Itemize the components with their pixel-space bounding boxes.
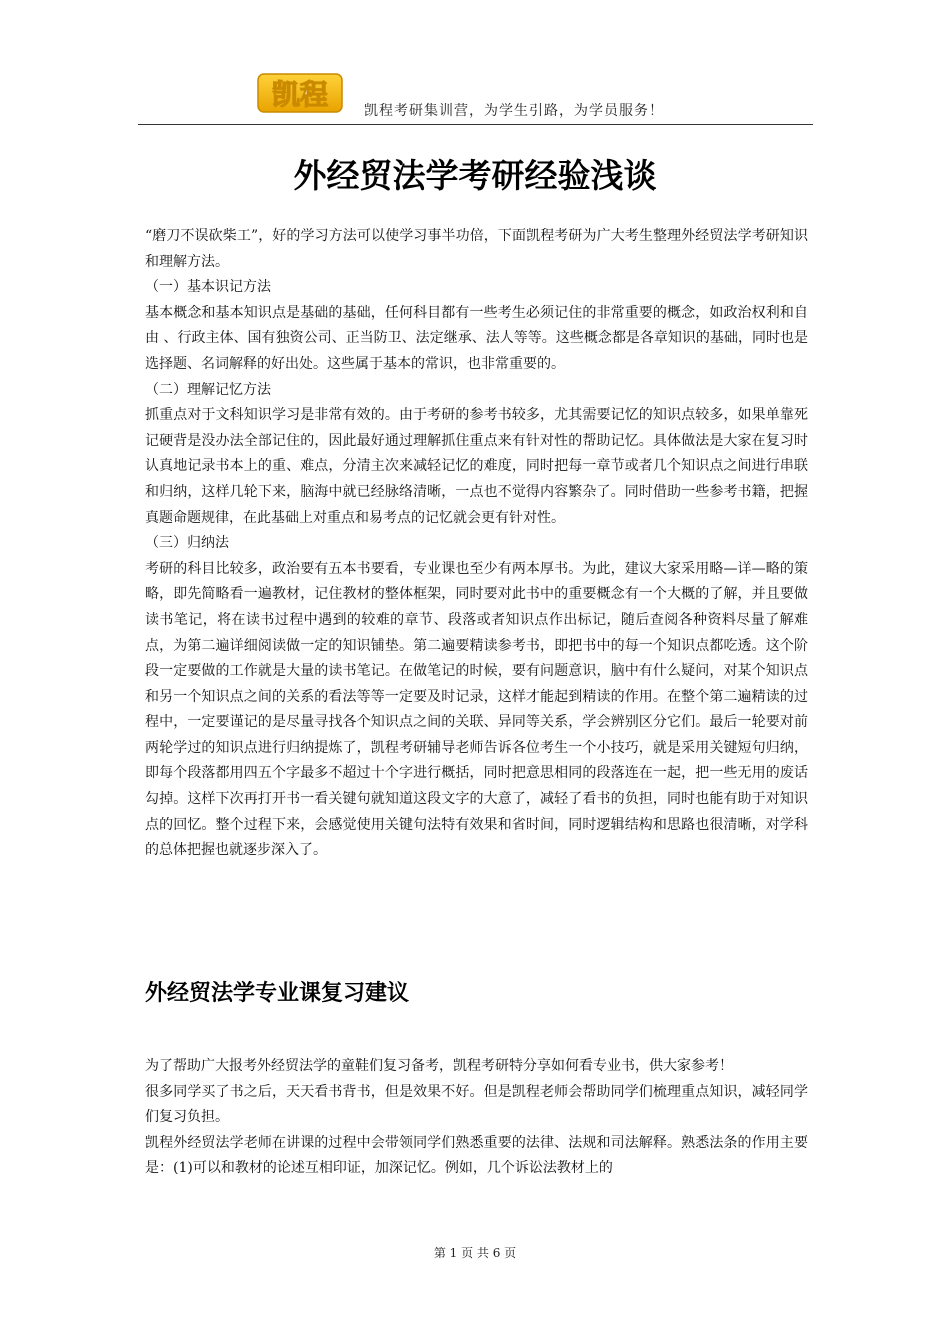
intro-paragraph: “磨刀不误砍柴工”，好的学习方法可以使学习事半功倍，下面凯程考研为广大考生整理外经贸法学考研知识和理解方法。 xyxy=(145,228,808,270)
section-2-paragraph: 为了帮助广大报考外经贸法学的童鞋们复习备考，凯程考研特分享如何看专业书，供大家参考！ xyxy=(145,1058,733,1074)
paragraph-understanding-memory: 抓重点对于文科知识学习是非常有效的。由于考研的参考书较多，尤其需要记忆的知识点较多，如果单靠死记硬背是没办法全部记住的，因此最好通过理解抓住重点来有针对性的帮助记忆。具体做法是大家在复习时认真地记录书本上的重、难点，分清主次来减轻记忆的难度，同时把每一章节或者几个知识点之间进行串联和归纳，这样几轮下来，脑海中就已经脉络清晰，一点也不觉得内容繁杂了。同时借助一些参考书籍，把握真题命题规律，在此基础上对重点和易考点的记忆就会更有针对性。 xyxy=(145,407,808,526)
section-1-body xyxy=(145,224,808,864)
paragraph-basic-memory: 基本概念和基本知识点是基础的基础，任何科目都有一些考生必须记住的非常重要的概念，如政治权利和自由 、行政主体、国有独资公司、正当防卫、法定继承、法人等等。这些概念都是各章知识的基础，同时也是选择题、名词解释的好出处。这些属于基本的常识，也非常重要的。 xyxy=(145,304,808,372)
section-2-body xyxy=(145,1054,808,1182)
paragraph-induction: 考研的科目比较多，政治要有五本书要看，专业课也至少有两本厚书。为此，建议大家采用略—详—略的策略，即先简略看一遍教材，记住教材的整体框架，同时要对此书中的重要概念有一个大概的了解，并且要做读书笔记，将在读书过程中遇到的较难的章节、段落或者知识点作出标记，随后查阅各种资料尽量了解难点，为第二遍详细阅读做一定的知识铺垫。第二遍要精读参考书，即把书中的每一个知识点都吃透。这个阶段一定要做的工作就是大量的读书笔记。在做笔记的时候，要有问题意识，脑中有什么疑问，对某个知识点和另一个知识点之间的关系的看法等等一定要及时记录，这样才能起到精读的作用。在整个第二遍精读的过程中，一定要谨记的是尽量寻找各个知识点之间的关联、异同等关系，学会辨别区分它们。最后一轮要对前两轮学过的知识点进行归纳提炼了，凯程考研辅导老师告诉各位考生一个小技巧，就是采用关键短句归纳，即每个段落都用四五个字最多不超过十个字进行概括，同时把意思相同的段落连在一起，把一些无用的废话勾掉。这样下次再打开书一看关键句就知道这段文字的大意了，减轻了看书的负担，同时也能有助于对知识点的回忆。整个过程下来，会感觉使用关键句法特有效果和省时间，同时逻辑结构和思路也很清晰，对学科的总体把握也就逐步深入了。 xyxy=(145,560,808,859)
subheading-induction: （三）归纳法 xyxy=(145,535,229,552)
subheading-understanding-memory: （二）理解记忆方法 xyxy=(145,381,271,398)
document-title: 外经贸法学考研经验浅谈 xyxy=(293,156,657,195)
svg-text:凯程: 凯程 xyxy=(271,78,329,111)
page-number: 第 1 页 共 6 页 xyxy=(433,1246,517,1260)
subheading-basic-memory: （一）基本识记方法 xyxy=(145,279,271,296)
kaicheng-logo xyxy=(256,68,344,116)
header-slogan: 凯程考研集训营，为学生引路，为学员服务！ xyxy=(364,103,664,119)
page-header xyxy=(138,62,813,125)
section-2-paragraph: 很多同学买了书之后，天天看书背书，但是效果不好。但是凯程老师会帮助同学们梳理重点知识，减轻同学们复习负担。 xyxy=(145,1083,808,1126)
section-2-paragraph: 凯程外经贸法学老师在讲课的过程中会带领同学们熟悉重要的法律、法规和司法解释。熟悉法条的作用主要是：(1)可以和教材的论述互相印证，加深记忆。例如，几个诉讼法教材上的 xyxy=(145,1134,808,1177)
section-2-heading: 外经贸法学专业课复习建议 xyxy=(145,981,410,1006)
